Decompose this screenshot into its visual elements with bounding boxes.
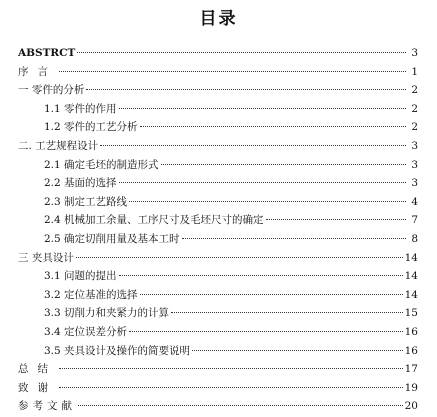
toc-entry-page-number: 3	[411, 158, 418, 171]
toc-entry-label: 致谢	[18, 381, 57, 394]
toc-entry[interactable]	[18, 118, 418, 137]
toc-leader-dots	[182, 238, 406, 239]
toc-entry-label: 三 夹具设计	[18, 251, 74, 264]
toc-entry-page-number: 7	[411, 214, 418, 227]
toc-entry[interactable]	[18, 174, 418, 193]
toc-leader-dots	[59, 387, 403, 388]
toc-entry-page-number: 19	[404, 381, 418, 394]
toc-entry-page-number: 4	[411, 195, 418, 208]
toc-entry-label: 3.3 切削力和夹紧力的计算	[44, 307, 170, 320]
toc-leader-dots	[59, 71, 406, 72]
toc-entry-label: ABSTRCT	[18, 47, 76, 59]
toc-entry-page-number: 2	[411, 102, 418, 115]
toc-leader-dots	[119, 275, 403, 276]
toc-leader-dots	[77, 52, 406, 53]
toc-entry-label: 2.2 基面的选择	[44, 177, 117, 190]
toc-entry[interactable]	[18, 156, 418, 175]
toc-entry-label: 参考文献	[18, 400, 76, 413]
toc-entry[interactable]	[18, 211, 418, 230]
toc-entry-label: 总结	[18, 363, 57, 376]
toc-entry[interactable]	[18, 100, 418, 119]
toc-leader-dots	[78, 405, 403, 406]
toc-list	[18, 44, 418, 416]
toc-leader-dots	[266, 219, 406, 220]
toc-entry-label: 1.2 零件的工艺分析	[44, 121, 138, 134]
toc-entry[interactable]	[18, 342, 418, 361]
toc-entry-page-number: 3	[411, 47, 418, 59]
toc-entry-page-number: 3	[411, 139, 418, 152]
toc-entry[interactable]	[18, 249, 418, 268]
toc-leader-dots	[161, 164, 406, 165]
toc-entry-label: 一 零件的分析	[18, 84, 85, 97]
toc-entry-page-number: 14	[404, 270, 418, 283]
toc-entry[interactable]	[18, 44, 418, 63]
toc-entry[interactable]	[18, 360, 418, 379]
toc-entry-label: 二. 工艺规程设计	[18, 139, 99, 152]
toc-entry[interactable]	[18, 230, 418, 249]
toc-entry[interactable]	[18, 304, 418, 323]
toc-entry[interactable]	[18, 397, 418, 416]
toc-entry-label: 3.4 定位误差分析	[44, 325, 128, 338]
toc-leader-dots	[192, 350, 403, 351]
toc-entry[interactable]	[18, 81, 418, 100]
page-title: 目录	[199, 9, 238, 29]
toc-entry-page-number: 8	[411, 232, 418, 245]
toc-entry-label: 2.5 确定切削用量及基本工时	[44, 232, 180, 245]
toc-leader-dots	[140, 126, 406, 127]
toc-entry-page-number: 17	[404, 363, 418, 376]
toc-entry-label: 1.1 零件的作用	[44, 102, 117, 115]
toc-entry-page-number: 16	[404, 325, 418, 338]
toc-leader-dots	[59, 368, 403, 369]
toc-entry-page-number: 3	[411, 177, 418, 190]
toc-entry[interactable]	[18, 267, 418, 286]
toc-entry-page-number: 1	[411, 65, 418, 78]
toc-entry-label: 序言	[18, 65, 57, 78]
toc-entry-label: 2.1 确定毛坯的制造形式	[44, 158, 159, 171]
toc-entry-label: 2.4 机械加工余量、工序尺寸及毛坯尺寸的确定	[44, 214, 264, 227]
toc-entry-page-number: 15	[404, 307, 418, 320]
toc-leader-dots	[86, 89, 406, 90]
toc-leader-dots	[119, 108, 406, 109]
toc-entry[interactable]	[18, 323, 418, 342]
toc-entry[interactable]	[18, 63, 418, 82]
toc-leader-dots	[129, 331, 403, 332]
toc-entry-page-number: 2	[411, 121, 418, 134]
toc-entry-label: 3.2 定位基准的选择	[44, 288, 138, 301]
toc-entry[interactable]	[18, 379, 418, 398]
toc-leader-dots	[171, 312, 403, 313]
toc-entry-page-number: 2	[411, 84, 418, 97]
toc-entry-label: 3.1 问题的提出	[44, 270, 117, 283]
toc-entry-page-number: 16	[404, 344, 418, 357]
toc-entry[interactable]	[18, 137, 418, 156]
toc-leader-dots	[140, 294, 403, 295]
toc-leader-dots	[119, 182, 406, 183]
toc-entry-page-number: 14	[404, 251, 418, 264]
toc-entry-page-number: 20	[404, 400, 418, 413]
toc-leader-dots	[100, 145, 406, 146]
toc-entry-page-number: 14	[404, 288, 418, 301]
toc-leader-dots	[76, 257, 403, 258]
toc-entry-label: 3.5 夹具设计及操作的简要说明	[44, 344, 191, 357]
toc-leader-dots	[129, 201, 406, 202]
toc-entry[interactable]	[18, 286, 418, 305]
toc-entry[interactable]	[18, 193, 418, 212]
toc-entry-label: 2.3 制定工艺路线	[44, 195, 128, 208]
